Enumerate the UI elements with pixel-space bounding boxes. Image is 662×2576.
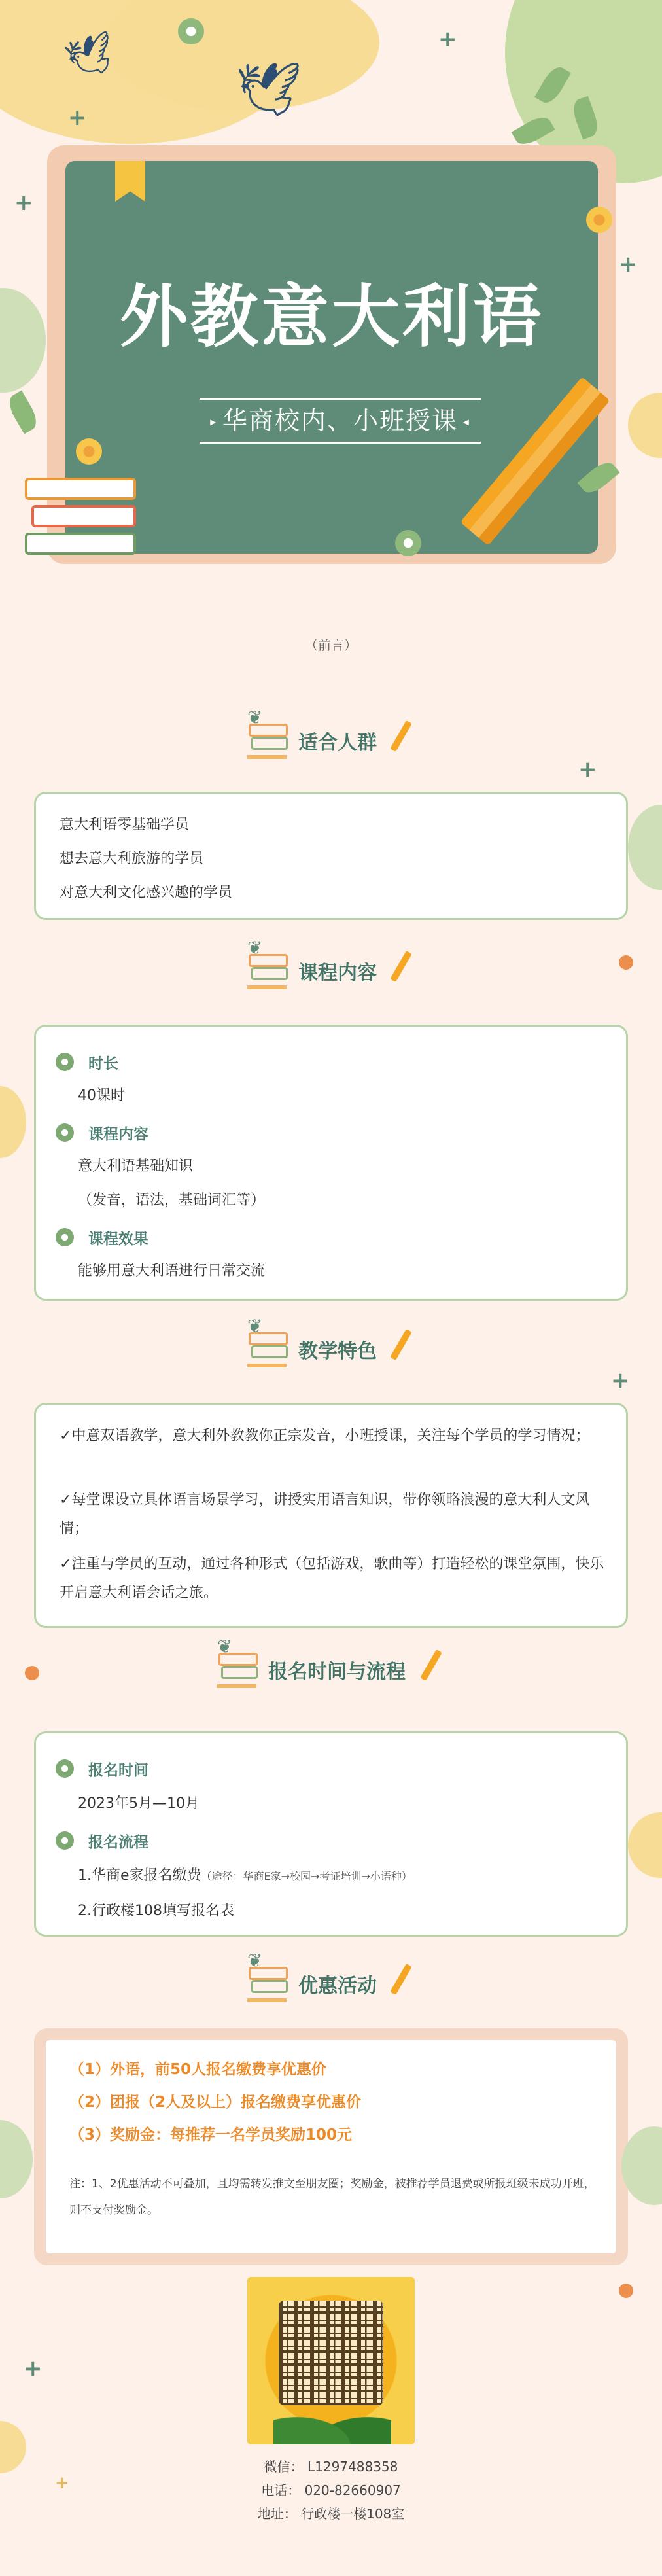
feature-paragraph: ✓注重与学员的互动，通过各种形式（包括游戏，歌曲等）打造轻松的课堂氛围，快乐开启意大利语会话之旅。 [60,1556,604,1601]
subtitle-text: 华商校内、小班授课 [222,406,458,435]
course-card [34,1025,628,1301]
list-item: 想去意大利旅游的学员 [60,851,204,867]
flower-icon [586,207,612,233]
step-note: （途径：华商E家→校园→考证培训→小语种） [201,1870,412,1882]
course-item-text: 40课时 [78,1087,125,1104]
flower-bullet-icon [56,1759,74,1778]
decor-dot [619,2284,633,2298]
books-icon [217,1653,256,1688]
books-icon [247,1967,287,2002]
pencil-icon [390,1329,412,1360]
feature-paragraph: ✓中意双语教学，意大利外教教你正宗发音，小班授课，关注每个学员的学习情况； [60,1428,590,1444]
section-heading-features [0,1315,662,1374]
plus-icon: + [611,1367,630,1394]
course-item-title: 课程效果 [88,1231,148,1248]
section-title: 教学特色 [298,1340,377,1363]
contact-address: 地址： 行政楼一楼108室 [257,2506,405,2522]
registration-card [34,1731,628,1937]
feature-paragraph: ✓每堂课设立具体语言场景学习，讲授实用语言知识，带你领略浪漫的意大利人文风情； [60,1492,590,1537]
section-heading-promotion [0,1950,662,2009]
pencil-icon [390,1964,412,1995]
pencil-icon [390,951,412,982]
decor-dot [619,955,633,970]
plus-icon: + [55,2473,69,2493]
list-item: 意大利语零基础学员 [60,817,190,833]
flower-bullet-icon [56,1053,74,1071]
promotion-note: 注：1、2优惠活动不可叠加，且均需转发推文至朋友圈；奖励金，被推荐学员退费或所报班级未成功开班，则不支付奖励金。 [69,2178,595,2217]
registration-step-1 [78,1864,412,1884]
sprig-icon: ❦ [217,1636,233,1657]
pencil-icon [420,1650,442,1681]
swallow-icon: 🕊 [60,27,121,85]
flower-bullet-icon [56,1831,74,1850]
qr-code-pattern [279,2301,383,2405]
list-item: 对意大利文化感兴趣的学员 [60,885,233,901]
decor-blob-green-left [0,2120,33,2198]
step-text: 1.华商e家报名缴费 [78,1867,201,1884]
sprig-icon: ❦ [247,1950,263,1971]
leaf-icon [273,2395,391,2444]
registration-flow-title: 报名流程 [88,1834,148,1851]
arrow-left-icon: ◂ [458,415,470,429]
section-heading-course [0,937,662,996]
books-icon [247,954,287,989]
course-item-text: 意大利语基础知识 [78,1158,194,1174]
sprig-icon: ❦ [247,937,263,959]
registration-step-2: 2.行政楼108填写报名表 [78,1903,234,1919]
decor-blob-yellow-right [628,393,662,458]
wechat-qr-code[interactable] [247,2277,415,2444]
audience-card [34,792,628,920]
plus-icon: + [578,756,597,783]
section-title: 适合人群 [298,732,377,754]
registration-time-title: 报名时间 [88,1762,148,1779]
books-icon [247,1332,287,1367]
section-title: 优惠活动 [298,1975,377,1998]
arrow-right-icon: ▸ [210,415,222,429]
pencil-icon [390,720,412,752]
features-card [34,1403,628,1628]
page-subtitle [200,398,481,444]
course-item-text: （发音，语法，基础词汇等） [78,1192,266,1209]
page-title: 外教意大利语 [119,277,544,357]
section-title: 报名时间与流程 [268,1661,406,1684]
promotion-card [34,2028,628,2265]
promotion-inner [46,2040,616,2253]
course-item-text: 能够用意大利语进行日常交流 [78,1263,266,1279]
decor-blob-green-left [0,288,46,393]
sprig-icon: ❦ [247,1315,263,1337]
plus-icon: + [438,26,457,52]
flower-icon [395,530,421,556]
contact-wechat: 微信： L1297488358 [264,2459,398,2475]
books-icon [25,478,136,560]
flower-bullet-icon [56,1123,74,1142]
plus-icon: + [68,105,87,131]
sprig-icon: ❦ [247,707,263,728]
promotion-item: （3）奖励金：每推荐一名学员奖励100元 [69,2126,353,2144]
section-title: 课程内容 [298,962,377,985]
leaf-icon [5,391,41,434]
promotion-item: （1）外语，前50人报名缴费享优惠价 [69,2061,327,2078]
flower-icon [178,18,204,44]
decor-blob-green-right [628,805,662,890]
flower-icon [76,438,102,465]
promotion-item: （2）团报（2人及以上）报名缴费享优惠价 [69,2094,362,2111]
flower-bullet-icon [56,1228,74,1246]
section-heading-audience [0,707,662,766]
contact-phone: 电话： 020-82660907 [261,2482,401,2498]
plus-icon: + [14,190,33,216]
decor-blob-yellow-left [0,1086,26,1158]
decor-blob-yellow-right [628,1812,662,1878]
course-item-title: 课程内容 [88,1126,148,1143]
swallow-icon: 🕊 [235,59,302,120]
section-heading-registration [0,1636,662,1695]
plus-icon: + [24,2355,43,2382]
plus-icon: + [619,251,638,277]
registration-time-value: 2023年5月—10月 [78,1795,200,1812]
books-icon [247,724,287,759]
preface-label: （前言） [305,637,357,653]
course-item-title: 时长 [88,1055,118,1072]
